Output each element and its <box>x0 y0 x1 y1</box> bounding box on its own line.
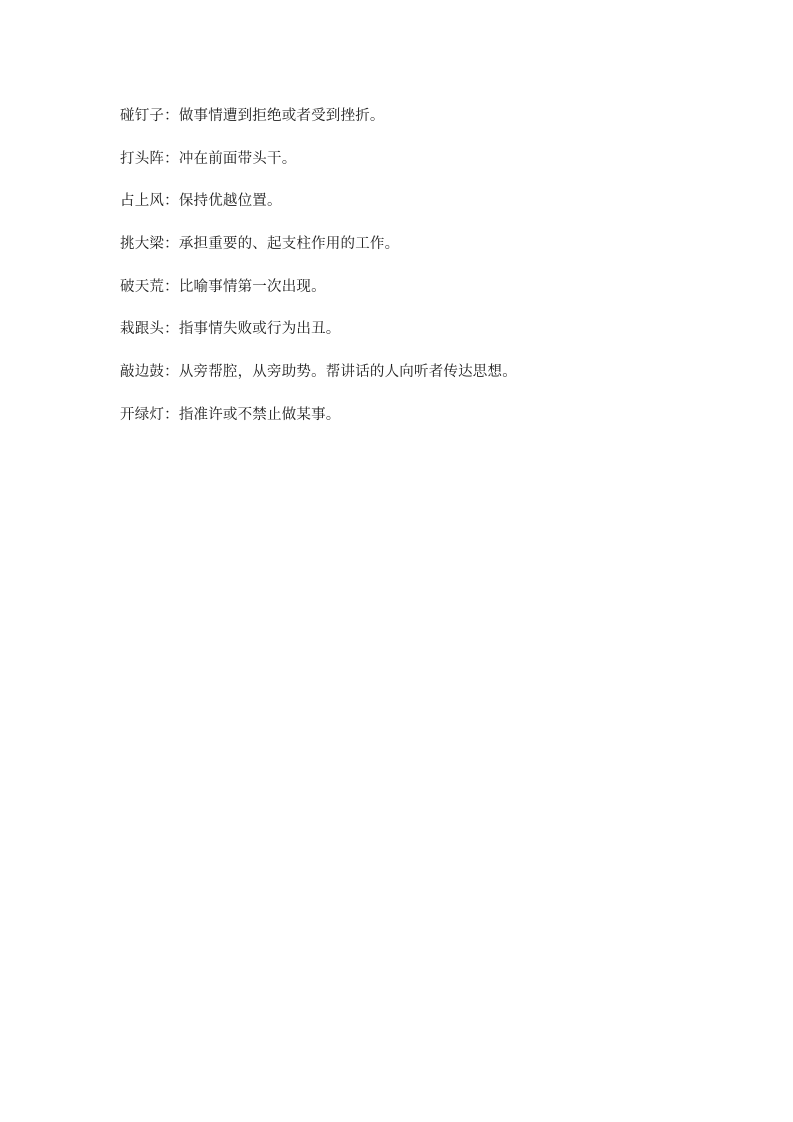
list-item <box>120 319 720 340</box>
entry-separator: ： <box>164 278 179 295</box>
list-item <box>120 405 720 426</box>
entry-separator: ： <box>164 321 179 338</box>
entry-term: 开绿灯 <box>120 406 165 423</box>
entry-definition: 保持优越位置。 <box>178 193 282 210</box>
entry-separator: ： <box>164 406 179 423</box>
entry-definition: 承担重要的、起支柱作用的工作。 <box>178 236 400 253</box>
idiom-list <box>120 106 720 448</box>
entry-term: 碰钉子 <box>120 108 165 124</box>
list-item <box>120 277 720 298</box>
entry-term: 栽跟头 <box>120 321 165 338</box>
entry-definition: 从旁帮腔，从旁助势。帮讲话的人向听者传达思想。 <box>178 364 517 381</box>
list-item <box>120 191 720 212</box>
entry-definition: 做事情遭到拒绝或者受到挫折。 <box>178 108 385 124</box>
entry-separator: ： <box>164 150 179 167</box>
list-item <box>120 362 720 383</box>
entry-term: 敲边鼓 <box>120 364 165 381</box>
list-item <box>120 106 720 127</box>
entry-definition: 冲在前面带头干。 <box>178 150 297 167</box>
entry-separator: ： <box>164 364 179 381</box>
entry-definition: 比喻事情第一次出现。 <box>178 278 326 295</box>
entry-separator: ： <box>164 108 179 124</box>
entry-separator: ： <box>164 193 179 210</box>
list-item <box>120 234 720 255</box>
entry-definition: 指事情失败或行为出丑。 <box>178 321 341 338</box>
entry-definition: 指准许或不禁止做某事。 <box>178 406 341 423</box>
entry-term: 破天荒 <box>120 278 165 295</box>
entry-separator: ： <box>164 236 179 253</box>
list-item <box>120 149 720 170</box>
entry-term: 占上风 <box>120 193 165 210</box>
entry-term: 打头阵 <box>120 150 165 167</box>
entry-term: 挑大梁 <box>120 236 165 253</box>
